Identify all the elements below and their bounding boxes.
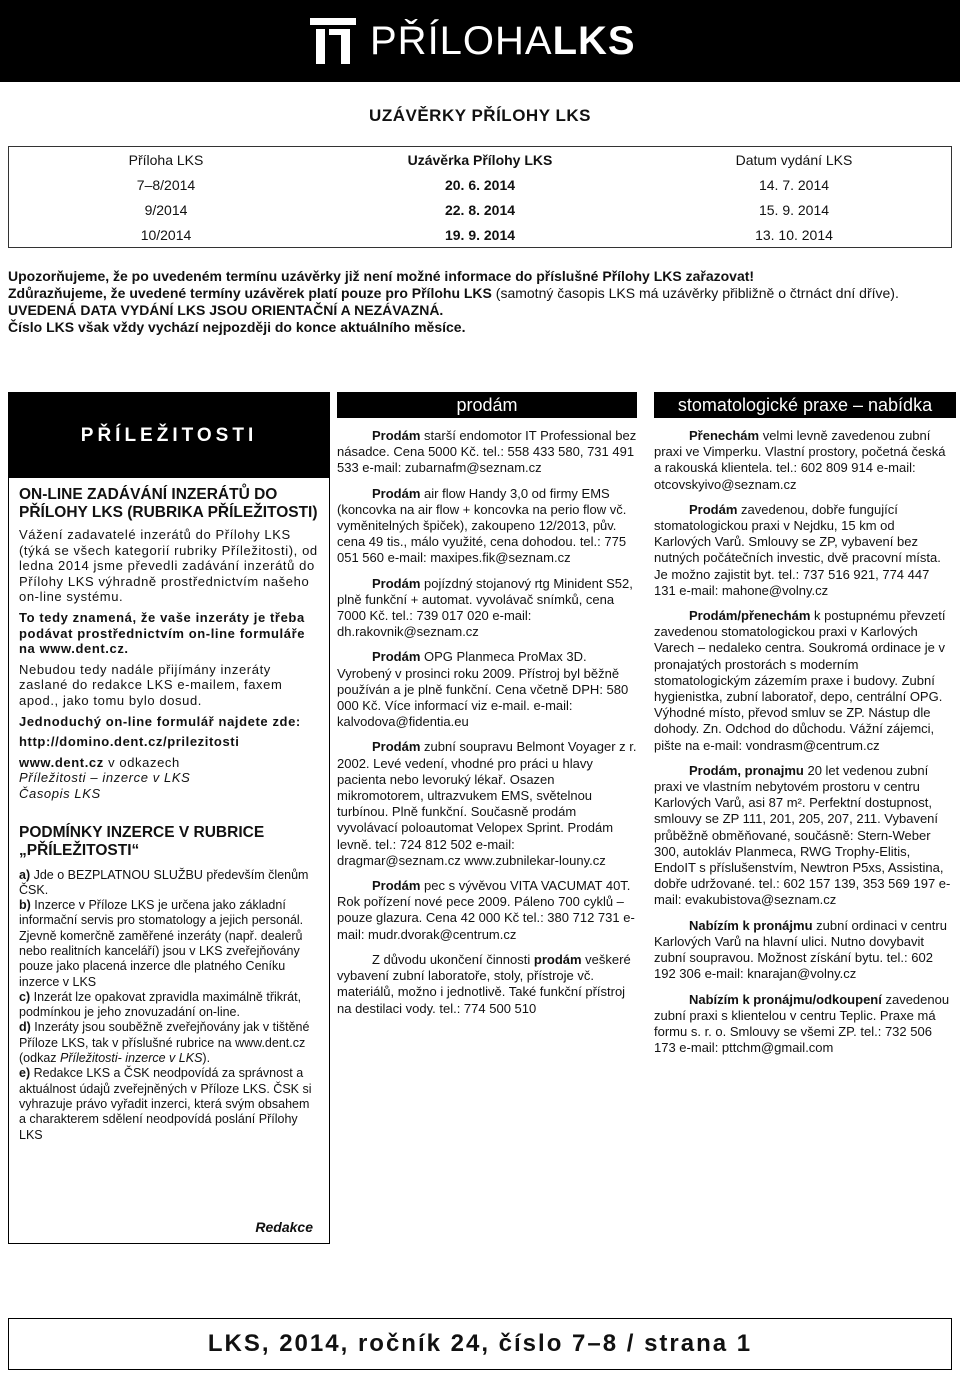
condition-item: a) Jde o BEZPLATNOU SLUŽBU především členům ČSK. xyxy=(19,867,309,897)
ad-item: Prodám zavedenou, dobře fungující stomatologickou praxi v Nejdku, 15 km od Karlových Varů. Smlouvy se ZP, vybavení bez nutných počátečních investic, dvě pracovní místa. Je možno zajistit byt. tel.: 737 516 921, 774 447 131 e-mail: mahone@volny.cz xyxy=(654,501,941,598)
table-cell: 14. 7. 2014 xyxy=(758,176,830,193)
table-cell: 19. 9. 2014 xyxy=(444,226,516,243)
table-cell: 13. 10. 2014 xyxy=(755,226,833,243)
sell-banner: prodám xyxy=(337,392,637,418)
condition-item: e) Redakce LKS a ČSK neodpovídá za správnost a aktuálnost údajů zveřejněných v Příloze LKS. ČSK si vyhrazuje právo vyřadit inzerci, která svým obsahem a charakterem sdělení neodpovídá poslání Přílohy LKS xyxy=(19,1066,312,1142)
notice-block xyxy=(8,268,952,336)
table-header: Datum vydání LKS xyxy=(735,151,853,168)
table-cell: 22. 8. 2014 xyxy=(444,201,516,218)
ad-item: Prodám, pronajmu 20 let vedenou zubní praxi ve vlastním nebytovém prostoru v centru Karlových Varů, asi 87 m². Perfektní dostupnost, smlouvy se ZP 111, 201, 205, 207, 211. Vybavení průběžně obměňované, součásně: Stern-Weber 300, autokláv Planmeca, RWG Trophy-Elitis, EndoIT s příslušenstvím, Newtron P5xs, Assistina, dobře udržované. tel.: 602 157 139, 353 569 197 e-mail: evakubistova@seznam.cz xyxy=(654,762,951,908)
table-row xyxy=(9,197,951,222)
signature: Redakce xyxy=(255,1219,313,1235)
ad-item: Nabízím k pronájmu zubní ordinaci v centru Karlových Varů na hlavní ulici. Nutno dovybavit zubní soupravou. Možnost získání bytu. tel.: 602 192 306 e-mail: knarajan@volny.cz xyxy=(654,917,947,982)
ad-item: Prodám pojízdný stojanový rtg Minident S52, plně funkční + automat. vyvolávač snímků, cena 7000 Kč. tel.: 739 017 020 e-mail: dh.rakovnik@seznam.cz xyxy=(337,575,633,640)
practice-banner: stomatologické praxe – nabídka xyxy=(654,392,956,418)
opportunities-banner: PŘÍLEŽITOSTI xyxy=(9,393,329,478)
table-row xyxy=(9,172,951,197)
table-cell: 15. 9. 2014 xyxy=(758,201,830,218)
ad-item: Přenechám velmi levně zavedenou zubní praxi ve Vimperku. Vlastní prostory, početná česká a rakouská klientela. tel.: 602 809 914 e-mail: otcovskyivo@seznam.cz xyxy=(654,428,946,492)
table-cell: 10/2014 xyxy=(140,226,192,243)
notice-line: Číslo LKS však vždy vychází nejpozději do konce aktuálního měsíce. xyxy=(8,319,466,335)
table-row xyxy=(9,222,951,247)
page-header xyxy=(0,0,960,82)
condition-item: d) Inzeráty jsou souběžně zveřejňovány jak v tištěné Příloze LKS, tak v příslušné rubrice na www.dent.cz (odkaz Příležitosti- inzerce v LKS). xyxy=(19,1020,310,1066)
practice-column xyxy=(654,392,954,1065)
ad-item: Z důvodu ukončení činnosti prodám veškeré vybavení zubní laboratoře, stoly, přístroje vč. materiálů, možno i jednotlivě. Také funkční přístroj na destilaci vody. tel.: 774 500 510 xyxy=(337,951,631,1016)
table-header: Příloha LKS xyxy=(128,151,204,168)
page-title: UZÁVĚRKY PŘÍLOHY LKS xyxy=(369,106,591,125)
condition-item: c) Inzerát lze opakovat zpravidla maximálně třikrát, podmínkou je jeho znovuzadání on-line. xyxy=(19,989,302,1020)
ad-item: Prodám zubní soupravu Belmont Voyager z r. 2002. Levé vedení, vhodné pro práci u hlavy pacienta nebo levoruký lékař. Osazen mikromotorem, ultrazvukem EMS, světelnou turbínou. Plně funkční. Současně prodám vyvolávací poloautomat Velopex Sprint. Prodám levně. tel.: 724 812 502 e-mail: dragmar@seznam.cz www.zubnilekar-louny.cz xyxy=(337,739,637,868)
paragraph: Nebudou tedy nadále přijímány inzeráty zaslané do redakce LKS e-mailem, faxem apod., jako tomu bylo dosud. xyxy=(19,661,283,708)
opportunities-column xyxy=(8,392,330,1244)
paragraph: Vážení zadavatelé inzerátů do Přílohy LKS (týká se všech kategorií rubriky Příležitosti), od ledna 2014 jsme převedli zadávání inzerátů do Přílohy LKS výhradně prostřednictvím našeho on-line systému. xyxy=(19,527,318,605)
ad-item: Prodám pec s vývěvou VITA VACUMAT 40T. Rok pořízení nové pece 2009. Páleno 700 cyklů – pouze glazura. Cena 42 000 Kč tel.: 380 712 731 e-mail: mudr.dvorak@centrum.cz xyxy=(337,878,635,942)
table-header: Uzávěrka Přílohy LKS xyxy=(407,151,553,168)
conditions-heading: PODMÍNKY INZERCE V RUBRICE „PŘÍLEŽITOSTI“ xyxy=(19,823,265,859)
notice-line: Zdůrazňujeme, že uvedené termíny uzávěrek platí pouze pro Přílohu LKS (samotný časopis LKS má uzávěrky přibližně o čtrnáct dní dříve). xyxy=(8,285,899,301)
ad-item: Prodám/přenechám k postupnému převzetí zavedenou stomatologickou praxi v Karlových Varech – nedaleko centra. Soukromá ordinace je v pronajatých prostorách s moderním stomatologickým zázemím praxe i budovy. Zubní hygienistka, zubní laboratoř, depo, centrální OPG. Výhodné místo, převod smluv se ZP. Nástup dle dohody. Zn. Odchod do důchodu. Vážní zájemci, pište na e-mail: vondrasm@centrum.cz xyxy=(654,608,946,753)
table-cell: 20. 6. 2014 xyxy=(444,176,516,193)
form-link[interactable]: http://domino.dent.cz/prilezitosti xyxy=(19,734,240,750)
paragraph: Jednoduchý on-line formulář najdete zde: xyxy=(19,713,301,729)
page-footer: LKS, 2014, ročník 24, číslo 7–8 / strana 1 xyxy=(8,1318,952,1370)
lks-logo xyxy=(310,18,636,64)
table-header-row xyxy=(9,147,951,172)
sell-column xyxy=(337,392,637,1026)
logo-text-right: LKS xyxy=(552,19,636,63)
ad-item: Prodám starší endomotor IT Professional bez násadce. Cena 5000 Kč. tel.: 558 433 580, 731 491 533 e-mail: zubarnafm@seznam.cz xyxy=(337,428,637,476)
table-cell: 9/2014 xyxy=(144,201,188,218)
logo-mark-icon xyxy=(310,18,356,64)
ad-item: Prodám air flow Handy 3,0 od firmy EMS (koncovka na air flow + koncovka na perio flow vč. vyměnitelných špiček), zakoupeno 12/2013, pův. cena 49 tis., málo využité, cena dohodou. tel.: 775 051 560 e-mail: maxipes.fik@seznam.cz xyxy=(337,485,627,566)
logo-text-left: PŘÍLOHA xyxy=(370,19,553,63)
ad-item: Prodám OPG Planmeca ProMax 3D. Vyrobený v prosinci roku 2009. Přístroj byl běžně používán a je plně funkční. Cena včetně DPH: 580 000 Kč. Více informací viz e-mail. e-mail: kalvodova@fidentia.eu xyxy=(337,649,629,730)
online-heading: ON-LINE ZADÁVÁNÍ INZERÁTŮ DO PŘÍLOHY LKS (RUBRIKA PŘÍLEŽITOSTI) xyxy=(19,486,318,521)
paragraph: www.dent.cz v odkazech Příležitosti – inzerce v LKS Časopis LKS xyxy=(19,754,191,801)
paragraph: To tedy znamená, že vaše inzeráty je třeba podávat prostřednictvím on-line formuláře na www.dent.cz. xyxy=(19,609,306,657)
deadline-table xyxy=(8,146,952,248)
table-cell: 7–8/2014 xyxy=(136,176,196,193)
ad-item: Nabízím k pronájmu/odkoupení zavedenou zubní praxi s klientelou v centru Teplic. Praxe má formu s. r. o. Smlouvy se všemi ZP. tel.: 732 506 173 e-mail: pttchm@gmail.com xyxy=(654,991,950,1056)
condition-item: b) Inzerce v Příloze LKS je určena jako základní informační servis pro stomatology a jejich personál. Zjevně komerčně zaměřené inzeráty (např. dealerů nebo realitních kanceláří) jsou v LKS zveřejňovány pouze jako placená inzerce dle platného Ceníku inzerce v LKS xyxy=(19,898,304,989)
notice-line: Upozorňujeme, že po uvedeném termínu uzávěrky již není možné informace do příslušné Přílohy LKS zařazovat! xyxy=(8,268,755,284)
notice-line: UVEDENÁ DATA VYDÁNÍ LKS JSOU ORIENTAČNÍ A NEZÁVAZNÁ. xyxy=(8,302,444,318)
dent-link[interactable]: www.dent.cz xyxy=(19,754,104,770)
